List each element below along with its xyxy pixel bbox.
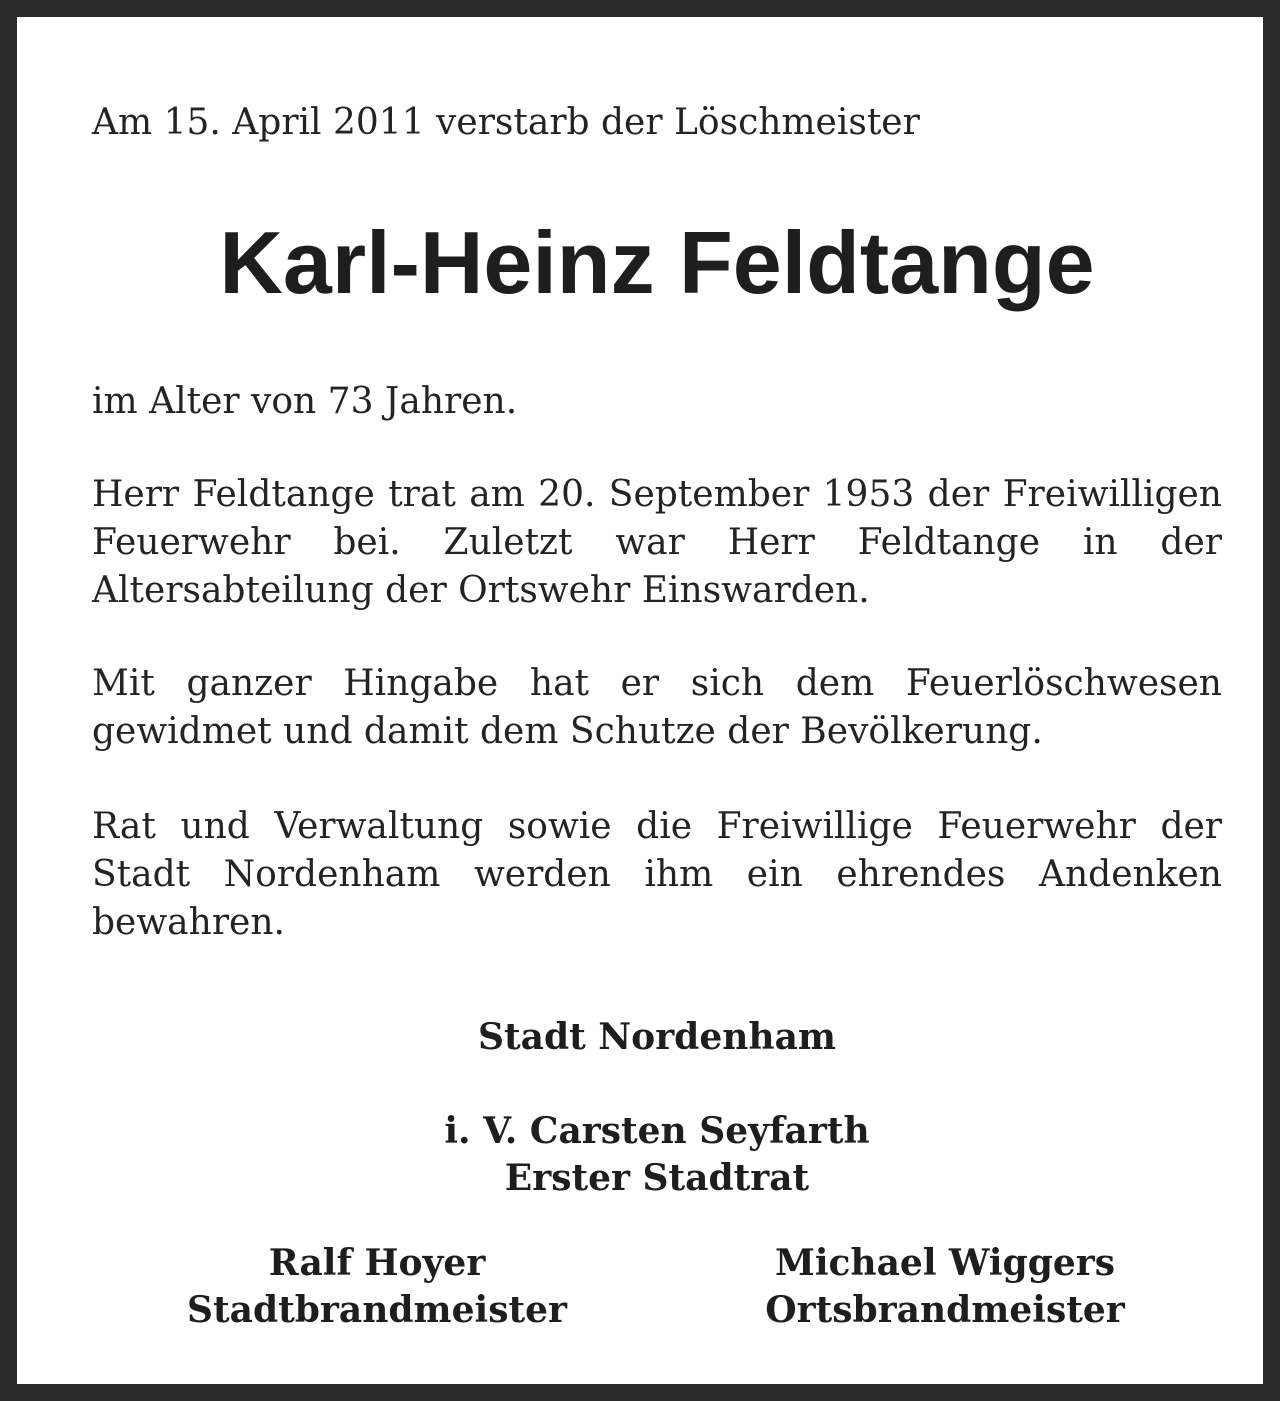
dedication-paragraph: Mit ganzer Hingabe hat er sich dem Feuerlöschwesen gewidmet und damit dem Schutze der Bevölkerung. [92, 663, 1222, 752]
signature-organization [92, 1014, 1222, 1061]
intro-line: Am 15. April 2011 verstarb der Löschmeister [92, 102, 920, 143]
signer-name: i. V. Carsten Seyfarth [444, 1110, 870, 1152]
membership-paragraph: Herr Feldtange trat am 20. September 1953 der Freiwilligen Feuerwehr bei. Zuletzt war Herr Feldtange in der Altersabteilung der Ortswehr Einswarden. [92, 474, 1222, 611]
signature-right [685, 1240, 1205, 1334]
signer-name: Ralf Hoyer [268, 1242, 486, 1284]
signature-left [117, 1240, 637, 1334]
age-line: im Alter von 73 Jahren. [92, 381, 518, 422]
organization-name: Stadt Nordenham [477, 1016, 836, 1058]
signature-center [92, 1108, 1222, 1202]
signer-title: Ortsbrandmeister [765, 1289, 1125, 1331]
deceased-name: Karl-Heinz Feldtange [219, 213, 1095, 312]
remembrance-paragraph: Rat und Verwaltung sowie die Freiwillige Feuerwehr der Stadt Nordenham werden ihm ein ehrendes Andenken bewahren. [92, 806, 1222, 943]
signer-title: Stadtbrandmeister [186, 1289, 567, 1331]
signer-title: Erster Stadtrat [504, 1157, 810, 1199]
signer-name: Michael Wiggers [774, 1242, 1115, 1284]
